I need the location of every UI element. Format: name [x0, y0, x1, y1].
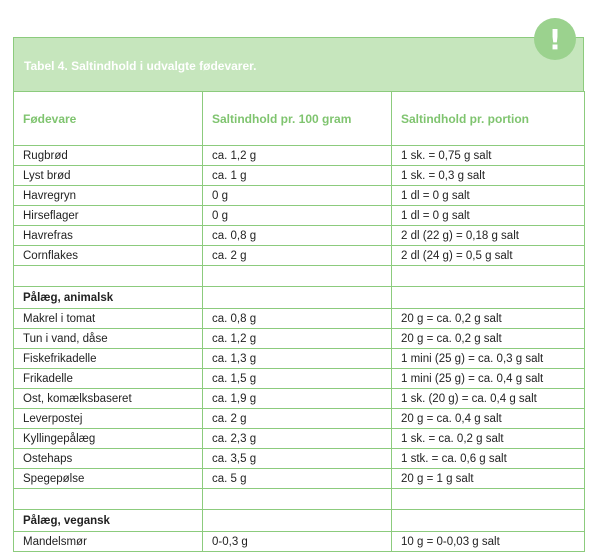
food-cell: Fiskefrikadelle [14, 349, 203, 369]
salt-per-100g-cell: ca. 1,5 g [203, 369, 392, 389]
table-row [14, 206, 585, 226]
salt-per-portion-cell [392, 510, 585, 532]
salt-per-100g-cell: ca. 3,5 g [203, 449, 392, 469]
table-row [14, 166, 585, 186]
salt-per-portion-cell: 2 dl (24 g) = 0,5 g salt [392, 246, 585, 266]
food-cell: Tun i vand, dåse [14, 329, 203, 349]
salt-per-100g-cell: ca. 1,2 g [203, 329, 392, 349]
salt-per-100g-cell [203, 510, 392, 532]
food-cell: Ostehaps [14, 449, 203, 469]
table-row [14, 389, 585, 409]
table-header-row [14, 92, 585, 146]
table-row [14, 429, 585, 449]
section-title: Pålæg, animalsk [14, 287, 203, 309]
salt-per-portion-cell: 20 g = ca. 0,2 g salt [392, 329, 585, 349]
table-row [14, 469, 585, 489]
table-title: Tabel 4. Saltindhold i udvalgte fødevarer. [13, 37, 584, 91]
food-cell: Hirseflager [14, 206, 203, 226]
table-row [14, 226, 585, 246]
food-cell [14, 489, 203, 510]
table-row [14, 369, 585, 389]
salt-per-portion-cell: 20 g = ca. 0,2 g salt [392, 309, 585, 329]
table-row [14, 186, 585, 206]
table-row [14, 449, 585, 469]
food-cell: Cornflakes [14, 246, 203, 266]
food-cell: Ost, komælksbaseret [14, 389, 203, 409]
food-cell: Havrefras [14, 226, 203, 246]
section-header-row [14, 510, 585, 532]
salt-per-100g-cell: ca. 2 g [203, 246, 392, 266]
salt-per-portion-cell: 1 mini (25 g) = ca. 0,4 g salt [392, 369, 585, 389]
salt-per-portion-cell: 20 g = 1 g salt [392, 469, 585, 489]
table-row [14, 532, 585, 552]
salt-per-100g-cell: ca. 0,8 g [203, 226, 392, 246]
food-cell: Makrel i tomat [14, 309, 203, 329]
salt-per-100g-cell [203, 489, 392, 510]
salt-per-portion-cell: 10 g = 0-0,03 g salt [392, 532, 585, 552]
food-cell: Spegepølse [14, 469, 203, 489]
food-cell: Rugbrød [14, 146, 203, 166]
table-row [14, 246, 585, 266]
header-salt-per-portion: Saltindhold pr. portion [392, 92, 585, 146]
food-cell: Leverpostej [14, 409, 203, 429]
salt-per-portion-cell [392, 266, 585, 287]
salt-per-100g-cell: 0-0,3 g [203, 532, 392, 552]
salt-per-100g-cell: 0 g [203, 206, 392, 226]
salt-per-100g-cell: ca. 1,9 g [203, 389, 392, 409]
section-title: Pålæg, vegansk [14, 510, 203, 532]
salt-per-portion-cell: 1 mini (25 g) = ca. 0,3 g salt [392, 349, 585, 369]
salt-per-portion-cell: 1 sk. (20 g) = ca. 0,4 g salt [392, 389, 585, 409]
table-row [14, 309, 585, 329]
table-row [14, 409, 585, 429]
food-cell: Kyllingepålæg [14, 429, 203, 449]
table-row [14, 349, 585, 369]
salt-per-100g-cell: ca. 5 g [203, 469, 392, 489]
salt-per-100g-cell [203, 266, 392, 287]
salt-per-portion-cell: 1 stk. = ca. 0,6 g salt [392, 449, 585, 469]
spacer-row [14, 266, 585, 287]
food-cell: Lyst brød [14, 166, 203, 186]
salt-per-portion-cell: 1 dl = 0 g salt [392, 206, 585, 226]
salt-content-table [13, 91, 585, 552]
salt-per-100g-cell: ca. 2 g [203, 409, 392, 429]
salt-per-portion-cell: 20 g = ca. 0,4 g salt [392, 409, 585, 429]
salt-table-container [13, 37, 584, 552]
section-header-row [14, 287, 585, 309]
salt-per-100g-cell: ca. 0,8 g [203, 309, 392, 329]
salt-per-100g-cell: ca. 2,3 g [203, 429, 392, 449]
salt-per-portion-cell: 1 sk. = 0,75 g salt [392, 146, 585, 166]
salt-per-100g-cell [203, 287, 392, 309]
food-cell: Frikadelle [14, 369, 203, 389]
header-salt-per-100g: Saltindhold pr. 100 gram [203, 92, 392, 146]
food-cell [14, 266, 203, 287]
salt-per-portion-cell: 2 dl (22 g) = 0,18 g salt [392, 226, 585, 246]
exclamation-icon: ! [534, 18, 576, 60]
salt-per-portion-cell: 1 sk. = 0,3 g salt [392, 166, 585, 186]
table-row [14, 329, 585, 349]
table-row [14, 146, 585, 166]
spacer-row [14, 489, 585, 510]
salt-per-portion-cell [392, 489, 585, 510]
salt-per-100g-cell: ca. 1 g [203, 166, 392, 186]
food-cell: Havregryn [14, 186, 203, 206]
salt-per-100g-cell: ca. 1,2 g [203, 146, 392, 166]
salt-per-portion-cell [392, 287, 585, 309]
salt-per-100g-cell: ca. 1,3 g [203, 349, 392, 369]
table-body [14, 146, 585, 552]
salt-per-100g-cell: 0 g [203, 186, 392, 206]
salt-per-portion-cell: 1 sk. = ca. 0,2 g salt [392, 429, 585, 449]
salt-per-portion-cell: 1 dl = 0 g salt [392, 186, 585, 206]
header-food: Fødevare [14, 92, 203, 146]
food-cell: Mandelsmør [14, 532, 203, 552]
